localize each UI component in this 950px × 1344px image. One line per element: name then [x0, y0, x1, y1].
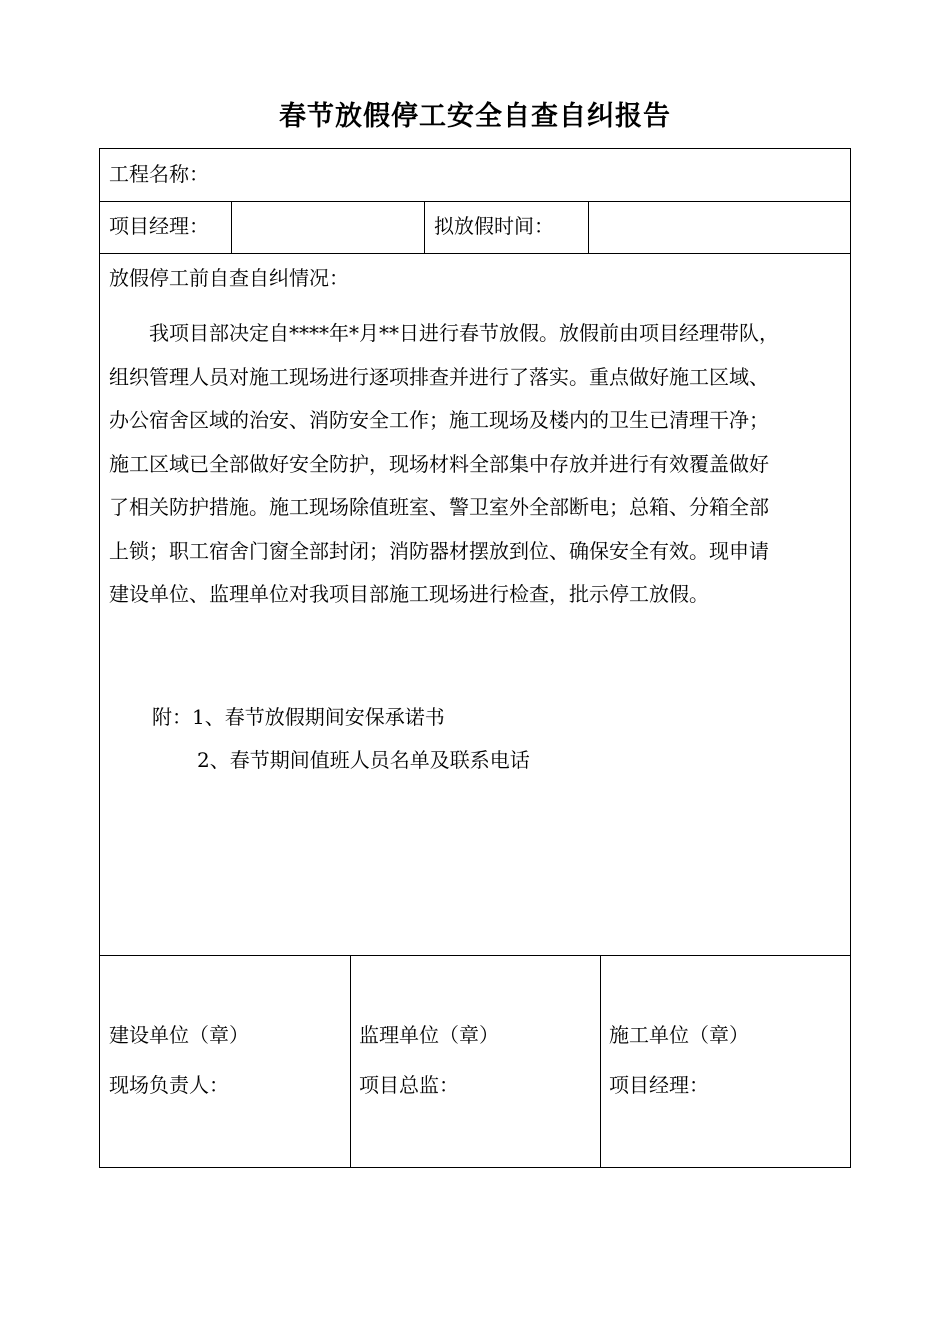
- construction-unit-seal: 建设单位（章）: [109, 1023, 249, 1047]
- attachment-item: 2、春节期间值班人员名单及联系电话: [197, 748, 530, 772]
- contractor-person-label: 项目经理：: [609, 1073, 709, 1097]
- body-line: 办公宿舍区域的治安、消防安全工作；施工现场及楼内的卫生已清理干净；: [109, 408, 769, 432]
- self-check-body: [109, 312, 849, 617]
- project-name-label: 工程名称：: [109, 162, 209, 186]
- column-divider: [350, 955, 351, 1168]
- construction-person-label: 现场负责人：: [109, 1073, 229, 1097]
- row-divider: [99, 253, 851, 254]
- column-divider: [424, 201, 425, 253]
- body-line: 了相关防护措施。施工现场除值班室、警卫室外全部断电；总箱、分箱全部: [109, 495, 769, 519]
- page-title: 春节放假停工安全自查自纠报告: [279, 101, 671, 132]
- body-line: 我项目部决定自****年*月**日进行春节放假。放假前由项目经理带队，: [149, 321, 779, 345]
- project-manager-label: 项目经理：: [109, 214, 209, 238]
- project-manager-field[interactable]: [232, 202, 424, 253]
- body-line: 建设单位、监理单位对我项目部施工现场进行检查，批示停工放假。: [109, 582, 709, 606]
- supervision-unit-seal: 监理单位（章）: [359, 1023, 499, 1047]
- body-line: 施工区域已全部做好安全防护，现场材料全部集中存放并进行有效覆盖做好: [109, 451, 769, 476]
- planned-leave-time-label: 拟放假时间：: [434, 214, 554, 238]
- body-line: 上锁；职工宿舍门窗全部封闭；消防器材摆放到位、确保安全有效。现申请: [109, 538, 769, 563]
- supervision-person-label: 项目总监：: [359, 1073, 459, 1097]
- contractor-unit-seal: 施工单位（章）: [609, 1023, 749, 1047]
- column-divider: [600, 955, 601, 1168]
- body-line: 组织管理人员对施工现场进行逐项排查并进行了落实。重点做好施工区域、: [109, 364, 769, 389]
- attachment-item: 附：1、春节放假期间安保承诺书: [152, 705, 445, 729]
- report-form-table: [99, 148, 851, 1168]
- row-divider: [99, 955, 851, 956]
- planned-leave-time-field[interactable]: [589, 202, 850, 253]
- self-check-heading: 放假停工前自查自纠情况：: [109, 266, 349, 290]
